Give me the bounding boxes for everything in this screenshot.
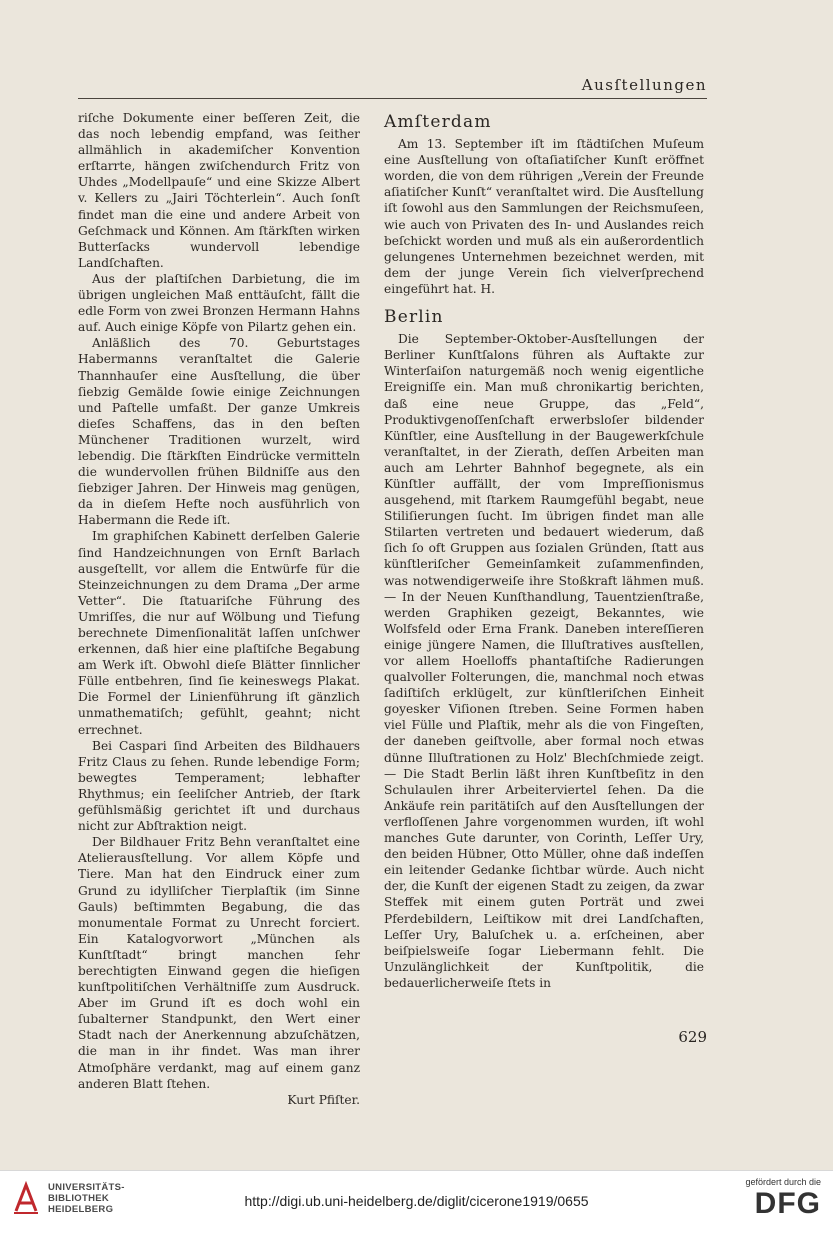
- paragraph: Bei Caspari ſind Arbeiten des Bildhauers Fritz Claus zu ſehen. Runde lebendige Form; bewegtes Temperament; lebhafter Rhythmus; ein ſeeliſcher Antrieb, der ſtark gefühlsmäßig gerichtet iſt und durchaus nicht zur Abſtraktion neigt.: [78, 738, 360, 834]
- paragraph: Der Bildhauer Fritz Behn veranſtaltet eine Atelierausſtellung. Vor allem Köpfe und Tiere. Man hat den Eindruck einer zum Grund zu idylliſcher Tierplaſtik (im Sinne Gauls) beſtimmten Begabung, die das monumentale Format zu Unrecht forciert. Ein Katalogvorwort „München als Kunſtſtadt“ bringt manchen ſehr berechtigten Einwand gegen die hieſigen kunſtpolitiſchen Verhältniſſe zum Ausdruck. Aber im Grund iſt es doch wohl ein ſubalterner Standpunkt, den Wert einer Stadt nach der Anerkennung abzuſchätzen, die man in ihr findet. Was man ihrer Atmoſphäre verdankt, mag auf einem ganz anderen Blatt ſtehen.: [78, 835, 360, 1091]
- permalink-url[interactable]: http://digi.ub.uni-heidelberg.de/diglit/cicerone1919/0655: [244, 1193, 589, 1209]
- paragraph: riſche Dokumente einer beſſeren Zeit, die das noch lebendig empfand, was ſeither allmählich in akademiſcher Konvention erſtarrte, hängen zwiſchendurch Fritz von Uhdes „Modellpauſe“ und eine Skizze Albert v. Kellers zu „Jairi Töchterlein“. Auch ſonſt findet man die eine und andere Arbeit von Geſchmack und Können. Am ſtärkſten wirken Butterſacks wundervoll lebendige Landſchaften.: [78, 111, 360, 270]
- page-number: 629: [678, 1028, 707, 1046]
- paragraph: Aus der plaſtiſchen Darbietung, die im übrigen ungleichen Maß enttäuſcht, fällt die edle Form von zwei Bronzen Hermann Hahns auf. Auch einige Köpfe von Pilartz gehen ein.: [78, 271, 360, 335]
- running-head: Ausſtellungen: [581, 76, 707, 94]
- library-name: UNIVERSITÄTS- BIBLIOTHEK HEIDELBERG: [48, 1181, 125, 1215]
- paragraph: Im graphiſchen Kabinett derſelben Galerie ſind Handzeichnungen von Ernſt Barlach ausgeſtellt, vor allem die Entwürfe für die Steinzeichnungen zu dem Drama „Der arme Vetter“. Die ſtatuariſche Führung des Umriſſes, die nur auf Wölbung und Tiefung berechnete Dimenſionalität laſſen unſchwer erkennen, daß hier eine plaſtiſche Begabung am Werk iſt. Obwohl dieſe Blätter ſinnlicher Fülle entbehren, ſind ſie keineswegs Plakat. Die Formel der Linienführung iſt gänzlich unmathematiſch; gefühlt, geahnt; nicht errechnet.: [78, 529, 360, 737]
- author-signature: Kurt Pfiſter.: [287, 1092, 360, 1107]
- funder-logo[interactable]: [745, 1177, 821, 1219]
- header-rule: [78, 98, 707, 99]
- section-heading-berlin: Berlin: [384, 307, 444, 328]
- paragraph: Am 13. September iſt im ſtädtiſchen Muſeum eine Ausſtellung von oſtaſiatiſcher Kunſt eröffnet worden, die von dem rührigen „Verein der Freunde aſiatiſcher Kunſt“ veranſtaltet wird. Die Ausſtellung iſt ſowohl aus den Sammlungen der Reichsmuſeen, wie auch von Privaten des In- und Auslandes reich beſchickt worden und muß als ein außerordentlich gelungenes Unternehmen bezeichnet werden, mit dem der junge Verein ſich vielverſprechend eingeführt hat. H.: [384, 137, 704, 296]
- paragraph: Anläßlich des 70. Geburtstages Habermanns veranſtaltet die Galerie Thannhauſer eine Ausſtellung, die über ſiebzig Gemälde ſowie einige Zeichnungen und Paſtelle umfaßt. Der ganze Umkreis dieſes Schaffens, das in den beſten Münchener Traditionen wurzelt, wird lebendig. Die ſtärkſten Eindrücke vermitteln die wundervollen frühen Bildniſſe aus den ſiebziger Jahren. Der Hinweis mag genügen, da in dieſem Hefte noch ausführlich von Habermann die Rede iſt.: [78, 336, 360, 528]
- paragraph: Die September-Oktober-Ausſtellungen der Berliner Kunſtſalons führen als Auftakte zur Winterſaiſon naturgemäß noch wenig eigentliche Ereigniſſe ein. Man muß chronikartig berichten, daß eine neue Gruppe, das „Feld“, Produktivgenoſſenſchaft erwerbsloſer bildender Künſtler, eine Ausſtellung in der Baugewerkſchule veranſtaltet, in der Zierath, deſſen Arbeiten man auch am Lehrter Bahnhof begegnete, als ein Künſtler auffällt, der vom Impreſſionismus ausgehend, mit ſtarkem Raumgefühl begabt, neue Stiliſierungen ſucht. Im übrigen findet man alle Stilarten vertreten und bedauert wiederum, daß ſich ſo oft Gruppen aus ſozialen Gründen, ſtatt aus künſtleriſcher Gemeinſamkeit zuſammenfinden, was notwendigerweiſe ihre Stoßkraft lähmen muß. — In der Neuen Kunſthandlung, Tauentzienſtraße, werden Graphiken gezeigt, Bekanntes, wie Wolfsfeld oder Erna Frank. Daneben intereſſieren einige jüngere Namen, die Illuſtratives ausſtellen, vor allem Hoelloffs phantaſtiſche Radierungen qualvoller Folterungen, die, manchmal noch etwas ſadiſtiſch erklügelt, zur künſtleriſchen Einheit goyesker Viſionen ſtreben. Seine Formen haben viel Fülle und Plaſtik, mehr als die von Fingeſten, der daneben geiſtvolle, aber formal noch etwas dünne Illuſtrationen zu Holz' Blechſchmiede zeigt. — Die Stadt Berlin läßt ihren Kunſtbeſitz in den Schulaulen ihrer Arbeiterviertel ſehen. Da die Ankäufe rein paritätiſch auf den Ausſtellungen der verfloſſenen Jahre vorgenommen wurden, iſt wohl manches Gute darunter, von Corinth, Leſſer Ury, den beiden Hübner, Otto Müller, ohne daß indeſſen ein leitender Gedanke ſichtbar würde. Auch nicht der, die Kunſt der eigenen Stadt zu zeigen, da zwar Steffek mit einem guten Porträt und zwei Pferdebildern, Leiſtikow mit drei Landſchaften, Leſſer Ury, Baluſchek u. a. erſcheinen, aber beiſpielsweiſe ſogar Liebermann fehlt. Die Unzulänglichkeit der Kunſtpolitik, die bedauerlicherweiſe ſtets in: [384, 332, 704, 990]
- digitization-footer: [0, 1170, 833, 1234]
- section-heading-amsterdam: Amſterdam: [384, 112, 492, 132]
- right-column: [384, 114, 704, 991]
- left-column: [78, 110, 360, 1108]
- dfg-logo: DFG: [754, 1187, 821, 1220]
- funding-note: gefördert durch die: [745, 1177, 821, 1187]
